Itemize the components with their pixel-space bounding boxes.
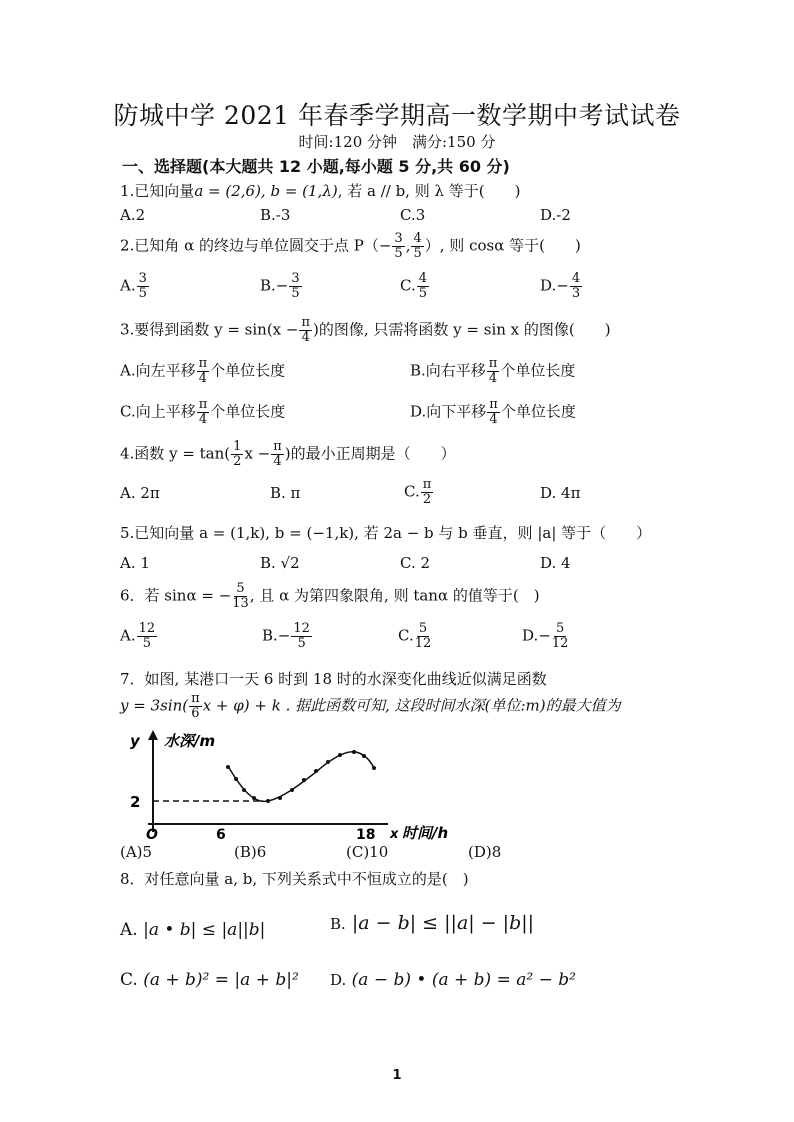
curve-point [278, 796, 282, 800]
y-axis-title: 水深/m [164, 732, 216, 750]
exam-duration-score: 时间:120 分钟 满分:150 分 [298, 133, 496, 151]
q8-option-c: C. (a + b)² = |a + b|² [120, 970, 299, 990]
y-axis-arrow [148, 730, 158, 740]
page-number: 1 [392, 1068, 402, 1083]
question-8-stem: 8．对任意向量 a, b, 下列关系式中不恒成立的是( ) [120, 870, 469, 888]
q6-option-b: B.− $\frac{12}{5}$ [262, 621, 310, 651]
exam-title: 防城中学 2021 年春季学期高一数学期中考试试卷 [113, 101, 681, 130]
q5-option-b: B. √2 [260, 554, 300, 572]
curve-point [290, 788, 294, 792]
q7-option-a: (A)5 [120, 843, 153, 861]
curve-point [338, 753, 342, 757]
water-depth-graph [120, 728, 500, 840]
question-2-stem: 2.已知角 α 的终边与单位圆交于点 P（− $\frac{3}{5}$ , $\frac{4}{5}$ ）, 则 cosα 等于( ) [120, 231, 581, 261]
q8-option-a: A. |a • b| ≤ |a||b| [120, 920, 266, 940]
q3-option-c: C.向上平移 $\frac{\pi}{4}$ 个单位长度 [120, 397, 286, 427]
q2-option-c: C. $\frac{4}{5}$ [400, 271, 427, 301]
section-heading: 一、选择题(本大题共 12 小题,每小题 5 分,共 60 分) [122, 157, 510, 176]
x-axis-title: 时间/h [402, 824, 449, 840]
q6-option-d: D.− $\frac{5}{12}$ [522, 621, 569, 651]
q2-option-b: B.− $\frac{3}{5}$ [260, 271, 300, 301]
q4-option-b: B. π [270, 484, 301, 502]
curve-point [226, 765, 230, 769]
question-1-stem: 1.已知向量a = (2,6), b = (1,λ), 若 a // b, 则 λ 等于( ) [120, 182, 521, 200]
q8-option-b: B. |a − b| ≤ ||a| − |b|| [330, 912, 535, 934]
question-7-line-2: y = 3sin( $\frac{\pi}{6}$ x + φ) + k . 据此函数可知, 这段时间水深(单位:m)的最大值为 [120, 691, 621, 721]
q2-option-d: D.− $\frac{4}{3}$ [540, 271, 581, 301]
curve-point [302, 778, 306, 782]
q1-option-c: C.3 [400, 206, 426, 224]
curve-point [252, 796, 256, 800]
curve-point [326, 760, 330, 764]
q1-option-b: B.-3 [260, 206, 291, 224]
q1-option-d: D.-2 [540, 206, 571, 224]
q4-option-a: A. 2π [120, 484, 160, 502]
curve-point [352, 750, 356, 754]
y-tick-2: 2 [130, 793, 141, 811]
question-7-line-1: 7．如图, 某港口一天 6 时到 18 时的水深变化曲线近似满足函数 [120, 670, 547, 688]
curve-point [314, 769, 318, 773]
origin-label: O [146, 827, 158, 840]
q4-option-c: C. $\frac{\pi}{2}$ [404, 477, 432, 507]
q3-option-a: A.向左平移 $\frac{\pi}{4}$ 个单位长度 [120, 356, 286, 386]
depth-curve [228, 752, 374, 802]
question-5-stem: 5.已知向量 a = (1,k), b = (−1,k), 若 2a − b 与 b 垂直，则 |a| 等于（ ） [120, 524, 652, 542]
curve-point [372, 766, 376, 770]
q7-option-c: (C)10 [346, 843, 389, 861]
curve-point [362, 754, 366, 758]
y-axis-label: y [130, 732, 140, 750]
curve-point [266, 799, 270, 803]
q8-option-d: D. (a − b) • (a + b) = a² − b² [330, 970, 576, 990]
q5-option-c: C. 2 [400, 554, 431, 572]
q5-option-a: A. 1 [120, 554, 150, 572]
q3-option-b: B.向右平移 $\frac{\pi}{4}$ 个单位长度 [410, 356, 576, 386]
question-6-stem: 6．若 sinα = − $\frac{5}{13}$ , 且 α 为第四象限角, 则 tanα 的值等于( ) [120, 581, 540, 611]
q4-option-d: D. 4π [540, 484, 581, 502]
q6-option-c: C. $\frac{5}{12}$ [398, 621, 432, 651]
q7-option-d: (D)8 [468, 843, 502, 861]
x-tick-6: 6 [216, 827, 226, 840]
q5-option-d: D. 4 [540, 554, 571, 572]
q6-option-a: A. $\frac{12}{5}$ [120, 621, 156, 651]
q7-option-b: (B)6 [234, 843, 267, 861]
x-axis-label: x [390, 827, 399, 840]
question-4-stem: 4.函数 y = tan( $\frac{1}{2}$ x − $\frac{\pi}{4}$ )的最小正周期是（ ） [120, 439, 456, 469]
x-tick-18: 18 [356, 827, 376, 840]
curve-point [234, 777, 238, 781]
q1-option-a: A.2 [120, 206, 146, 224]
q2-option-a: A. $\frac{3}{5}$ [120, 271, 147, 301]
q3-option-d: D.向下平移 $\frac{\pi}{4}$ 个单位长度 [410, 397, 576, 427]
question-3-stem: 3.要得到函数 y = sin(x − $\frac{\pi}{4}$ )的图像, 只需将函数 y = sin x 的图像( ) [120, 315, 611, 345]
curve-point [242, 788, 246, 792]
